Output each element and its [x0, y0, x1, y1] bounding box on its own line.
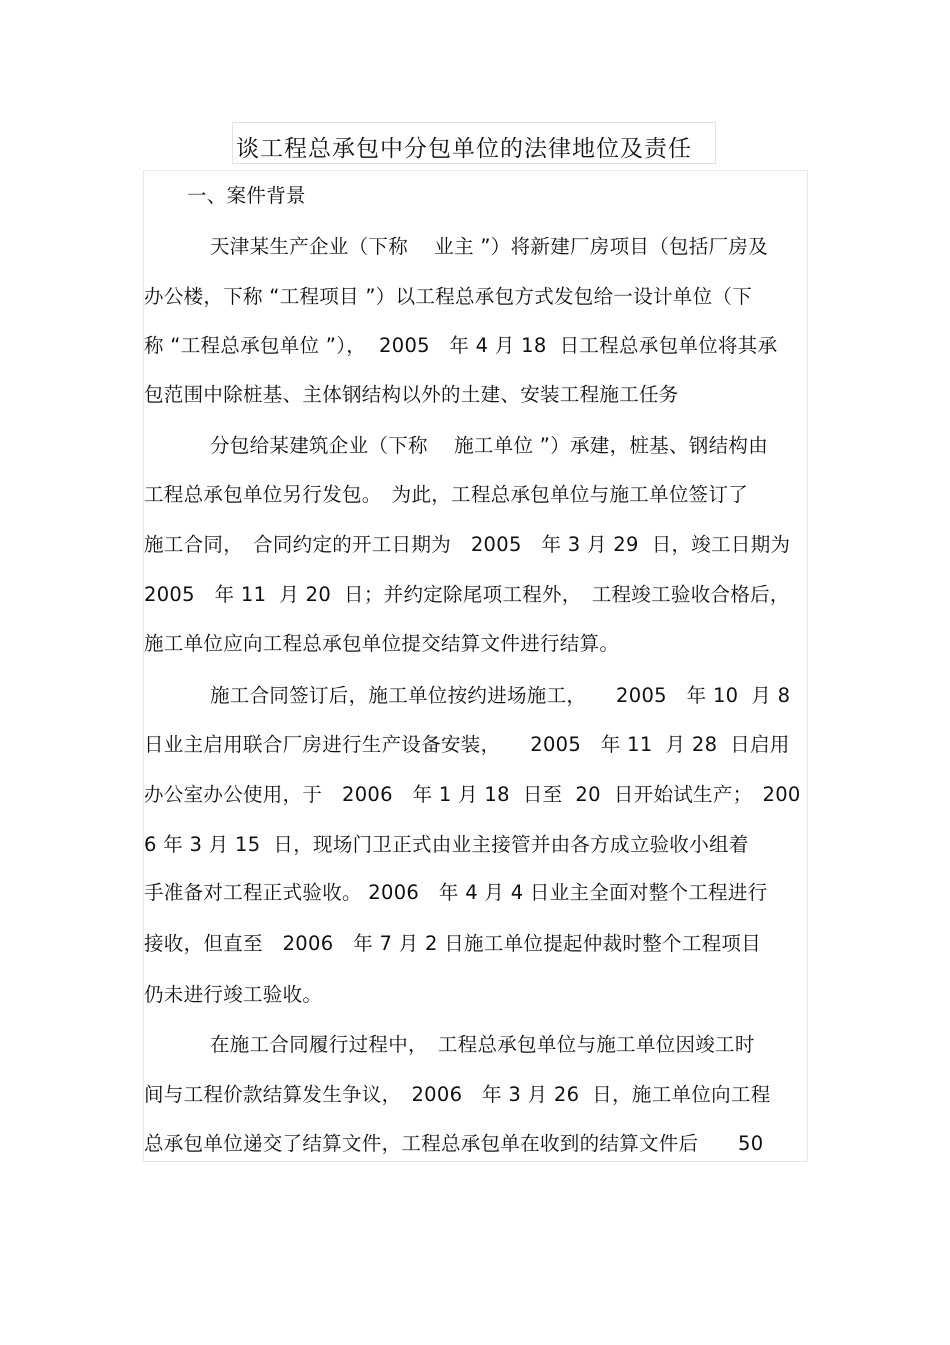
paragraph-line: 办公楼，下称 “工程项目 ”）以工程总承包方式发包给一设计单位（下	[144, 285, 753, 308]
page-title: 谈工程总承包中分包单位的法律地位及责任	[236, 136, 692, 162]
paragraph-line: 天津某生产企业（下称 业主 ”）将新建厂房项目（包括厂房及	[210, 235, 768, 258]
paragraph-line: 6 年 3 月 15 日，现场门卫正式由业主接管并由各方成立验收小组着	[144, 833, 749, 856]
paragraph-line: 办公室办公使用，于 2006 年 1 月 18 日至 20 日开始试生产； 200	[144, 783, 801, 806]
paragraph-line: 2005 年 11 月 20 日；并约定除尾项工程外， 工程竣工验收合格后，	[144, 583, 790, 606]
paragraph-line: 接收，但直至 2006 年 7 月 2 日施工单位提起仲裁时整个工程项目	[144, 932, 762, 955]
paragraph-line: 施工合同， 合同约定的开工日期为 2005 年 3 月 29 日，竣工日期为	[144, 533, 791, 556]
paragraph-line: 手准备对工程正式验收。 2006 年 4 月 4 日业主全面对整个工程进行	[144, 881, 768, 904]
paragraph-line: 分包给某建筑企业（下称 施工单位 ”）承建，桩基、钢结构由	[210, 434, 768, 457]
paragraph-line: 工程总承包单位另行发包。 为此，工程总承包单位与施工单位签订了	[144, 483, 749, 506]
section-heading: 一、案件背景	[187, 184, 306, 207]
paragraph-line: 在施工合同履行过程中， 工程总承包单位与施工单位因竣工时	[210, 1033, 755, 1056]
paragraph-line: 包范围中除桩基、主体钢结构以外的土建、安装工程施工任务	[144, 383, 679, 406]
paragraph-line: 称 “工程总承包单位 ”）， 2005 年 4 月 18 日工程总承包单位将其承	[144, 334, 778, 357]
paragraph-line: 施工合同签订后，施工单位按约进场施工， 2005 年 10 月 8	[210, 684, 791, 707]
paragraph-line: 施工单位应向工程总承包单位提交结算文件进行结算。	[144, 632, 620, 655]
paragraph-line: 总承包单位递交了结算文件，工程总承包单在收到的结算文件后 50	[144, 1132, 764, 1155]
paragraph-line: 仍未进行竣工验收。	[144, 983, 323, 1006]
body-frame	[143, 170, 808, 1162]
paragraph-line: 日业主启用联合厂房进行生产设备安装， 2005 年 11 月 28 日启用	[144, 733, 790, 756]
paragraph-line: 间与工程价款结算发生争议， 2006 年 3 月 26 日，施工单位向工程	[144, 1083, 771, 1106]
